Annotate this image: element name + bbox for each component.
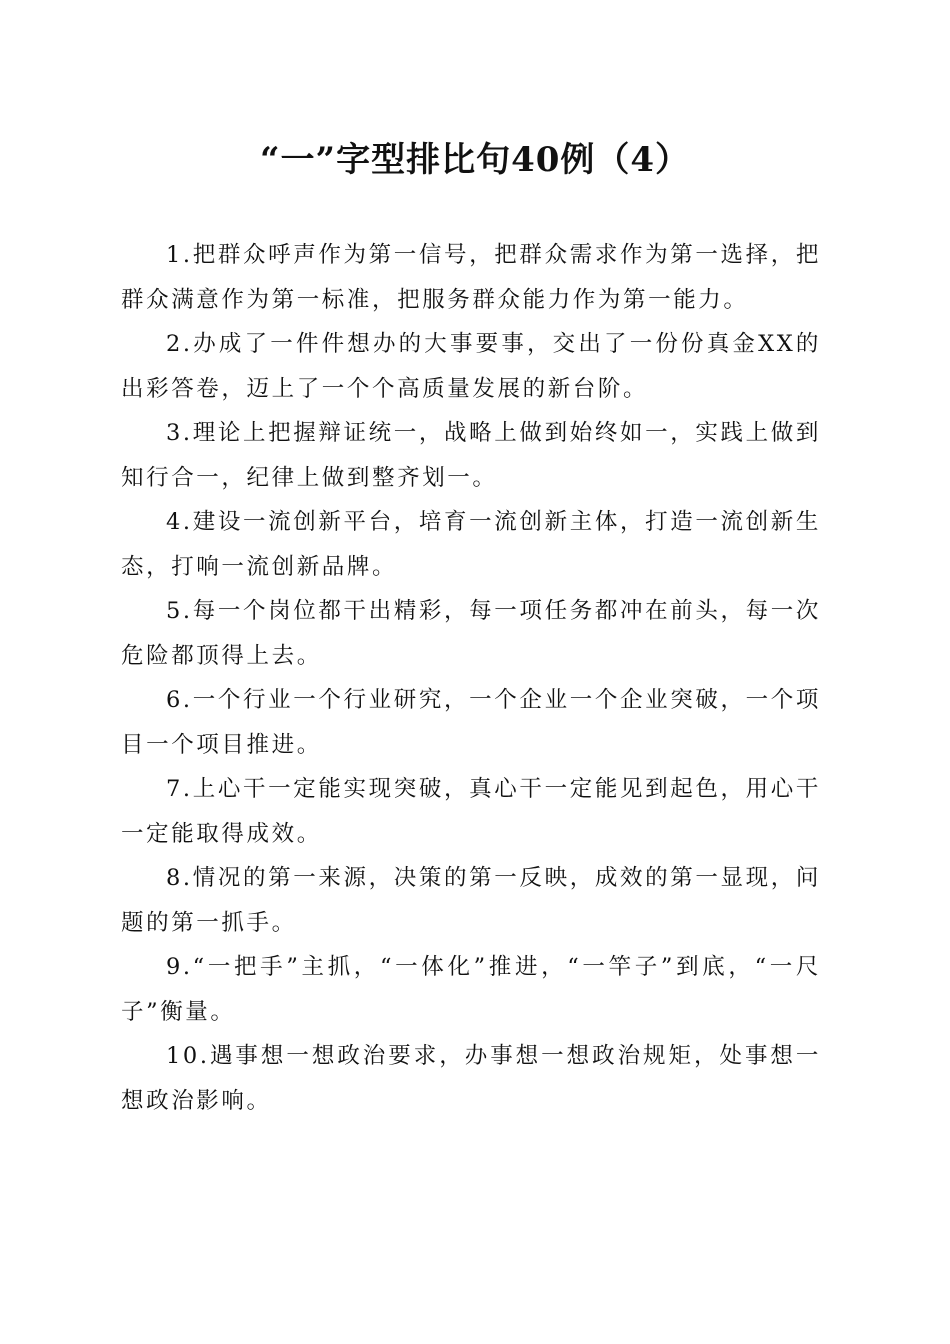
paragraph-2: 2.办成了一件件想办的大事要事，交出了一份份真金XX的出彩答卷，迈上了一个个高质量发展的新台阶。 bbox=[121, 331, 821, 402]
paragraph-7: 7.上心干一定能实现突破，真心干一定能见到起色，用心干一定能取得成效。 bbox=[121, 776, 821, 847]
paragraph-1: 1.把群众呼声作为第一信号，把群众需求作为第一选择，把群众满意作为第一标准，把服务群众能力作为第一能力。 bbox=[121, 242, 821, 313]
paragraph-10: 10.遇事想一想政治要求，办事想一想政治规矩，处事想一想政治影响。 bbox=[121, 1043, 821, 1114]
paragraph-8: 8.情况的第一来源，决策的第一反映，成效的第一显现，问题的第一抓手。 bbox=[121, 865, 821, 936]
document-body bbox=[121, 233, 821, 1123]
paragraph-3: 3.理论上把握辩证统一，战略上做到始终如一，实践上做到知行合一，纪律上做到整齐划一。 bbox=[121, 420, 821, 491]
paragraph-6: 6.一个行业一个行业研究，一个企业一个企业突破，一个项目一个项目推进。 bbox=[121, 687, 821, 758]
paragraph-4: 4.建设一流创新平台，培育一流创新主体，打造一流创新生态，打响一流创新品牌。 bbox=[121, 509, 821, 580]
paragraph-9: 9.“一把手”主抓，“一体化”推进，“一竿子”到底，“一尺子”衡量。 bbox=[121, 954, 821, 1025]
document-title: “一”字型排比句40例（4） bbox=[259, 140, 691, 180]
paragraph-5: 5.每一个岗位都干出精彩，每一项任务都冲在前头，每一次危险都顶得上去。 bbox=[121, 598, 821, 669]
